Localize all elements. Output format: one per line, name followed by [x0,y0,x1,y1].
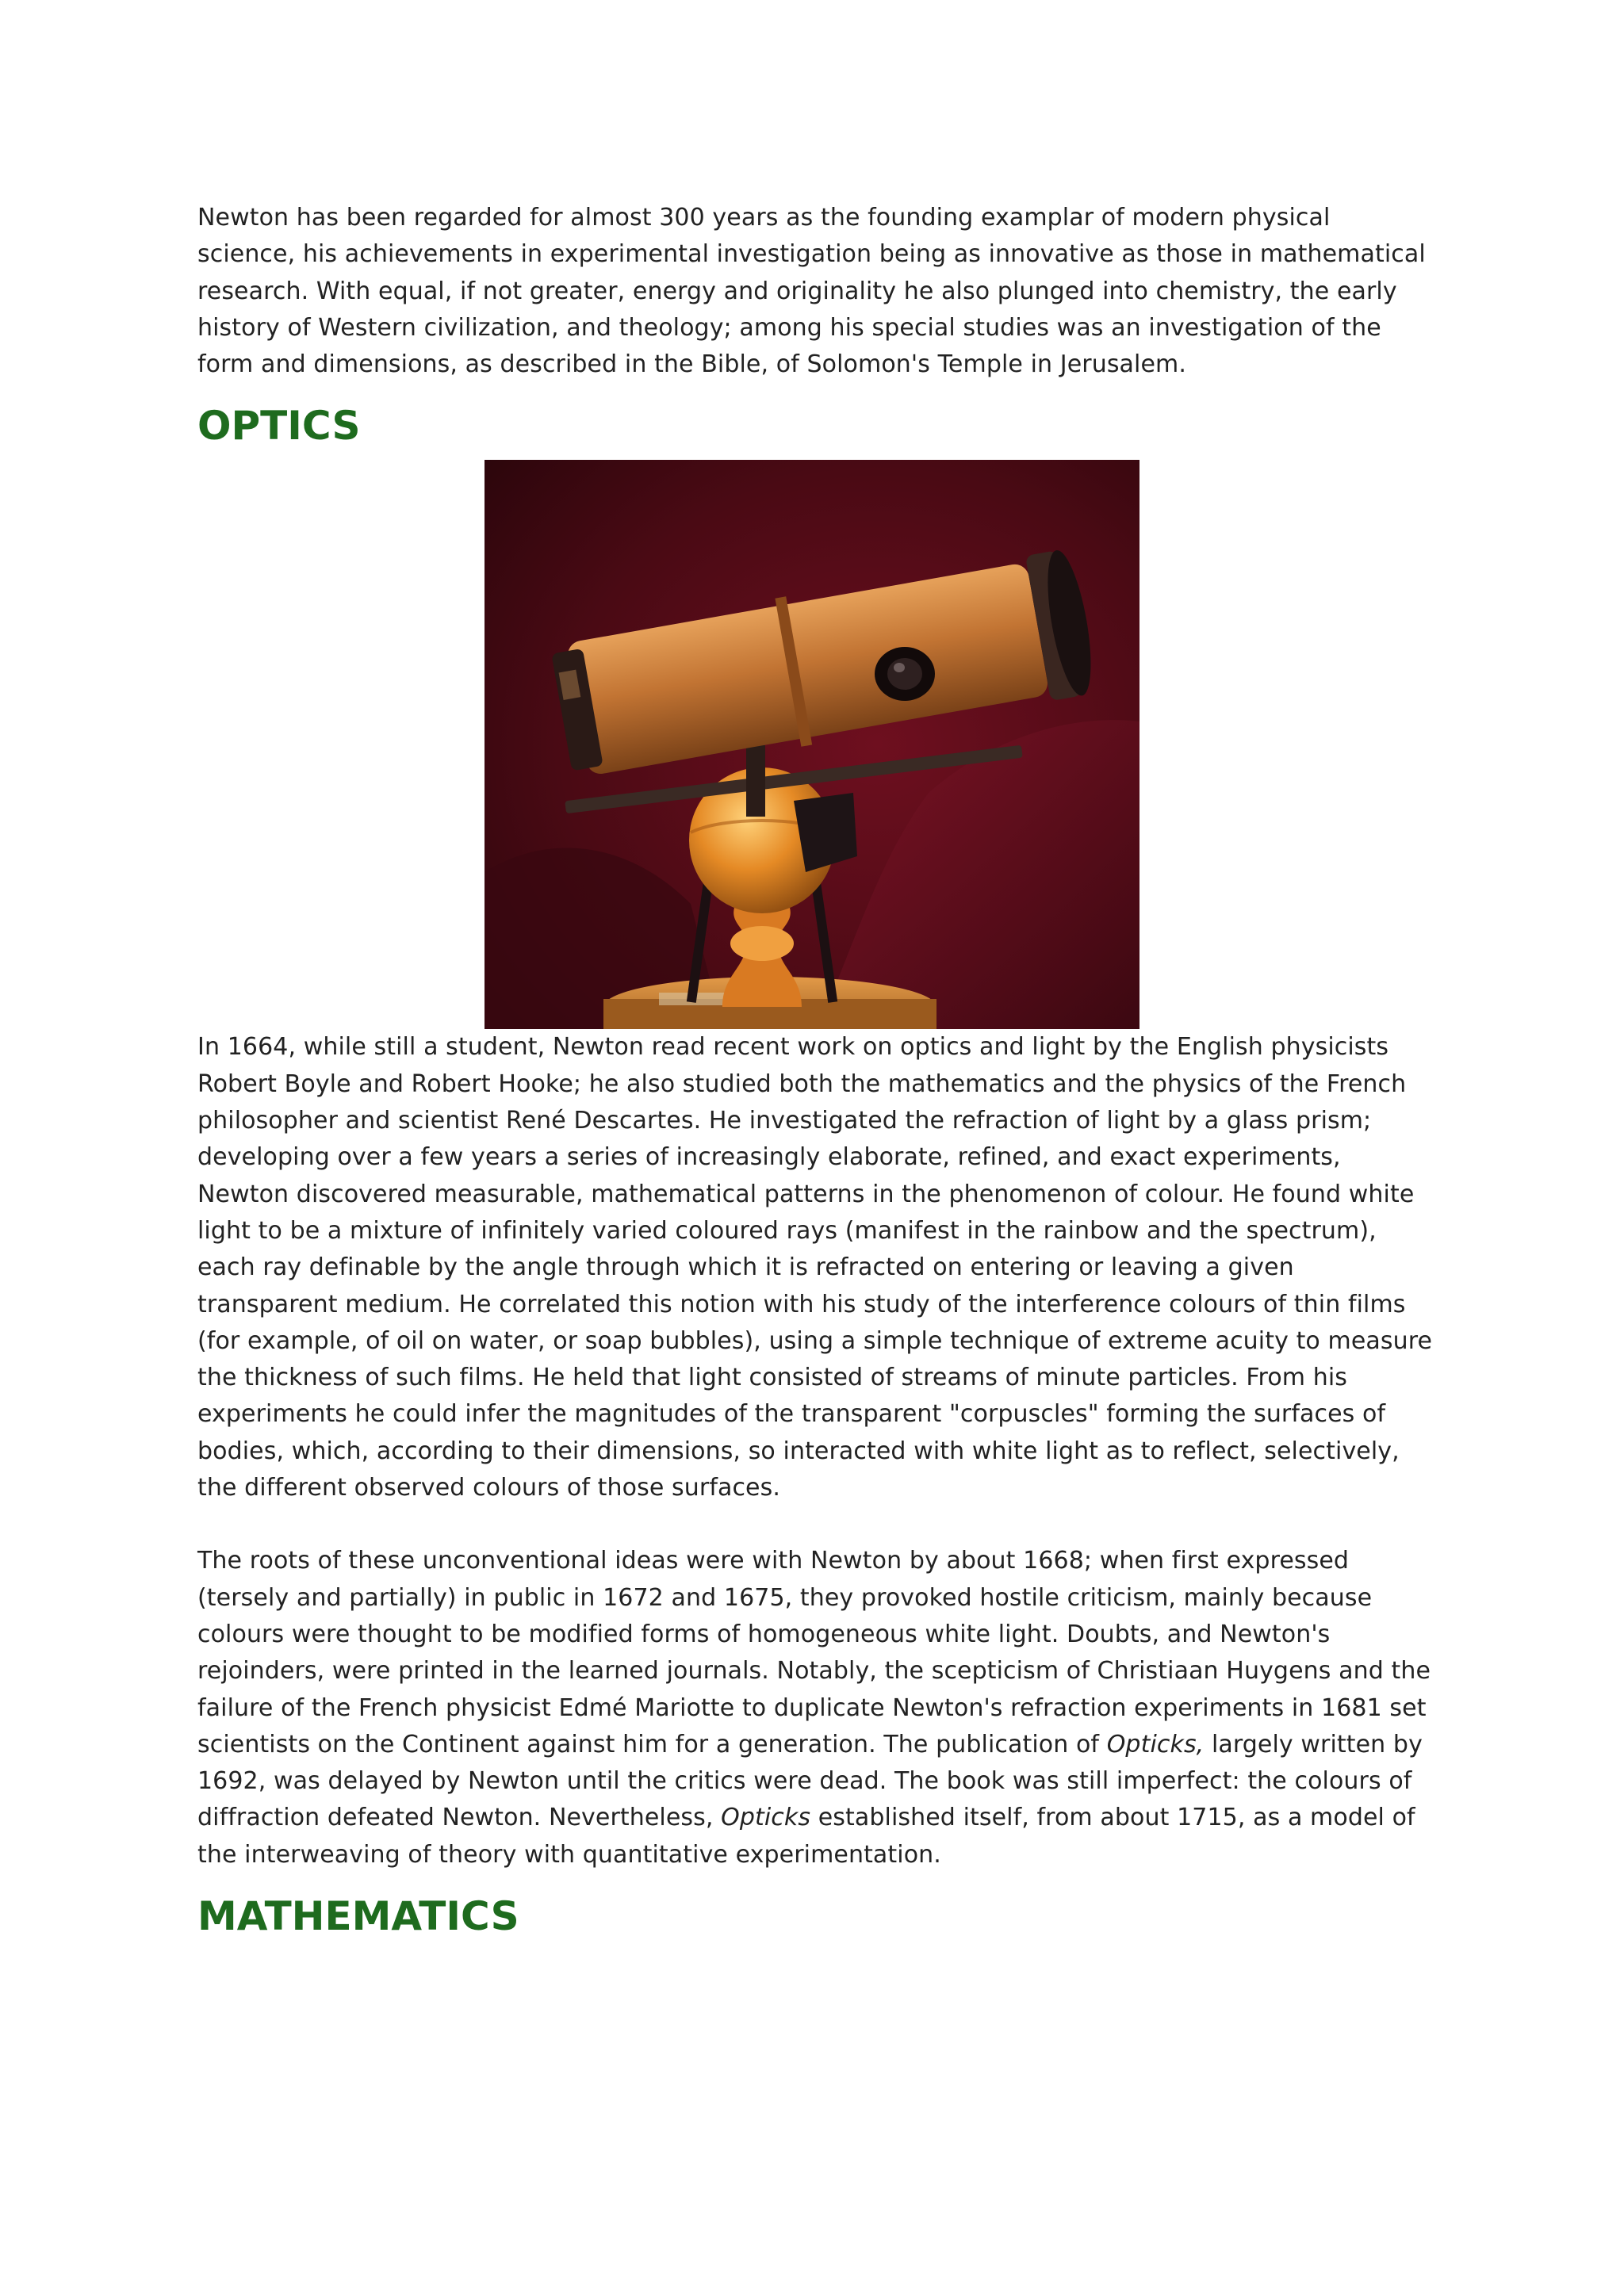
reflecting-telescope-image [485,460,1139,1029]
section-heading-mathematics: MATHEMATICS [197,1893,519,1940]
optics-paragraph-2-text-b: largely written by 1692, was delayed by Newton until the critics were dead. The book was still imperfect: the colours of diffraction defeated Newton. Nevertheless, [197,1730,1423,1832]
paragraph-gap [197,1506,1434,1543]
section-heading-optics: OPTICS [197,403,361,450]
intro-paragraph: Newton has been regarded for almost 300 years as the founding examplar of modern physical science, his achievements in experimental investigation being as innovative as those in mathematical research. With equal, if not greater, energy and originality he also plunged into chemistry, the early history of Western civilization, and theology; among his special studies was an investigation of the form and dimensions, as described in the Bible, of Solomon's Temple in Jerusalem. [197,204,1426,379]
opticks-title-1: Opticks, [1106,1730,1205,1758]
optics-paragraph-2-text-a: The roots of these unconventional ideas were with Newton by about 1668; when first expressed (tersely and partially) in public in 1672 and 1675, they provoked hostile criticism, mainly because colours were thought to be modified forms of homogeneous white light. Doubts, and Newton's rejoinders, were printed in the learned journals. Notably, the scepticism of Christiaan Huygens and the failure of the French physicist Edmé Mariotte to duplicate Newton's refraction experiments in 1681 set scientists on the Continent against him for a generation. The publication of [197,1547,1431,1758]
opticks-title-2: Opticks [721,1804,811,1832]
document-page [197,200,1434,1940]
optics-paragraph-2-text-c: established itself, from about 1715, as a model of the interweaving of theory with quantitative experimentation. [197,1804,1415,1869]
optics-paragraph-1: In 1664, while still a student, Newton read recent work on optics and light by the English physicists Robert Boyle and Robert Hooke; he also studied both the mathematics and the physics of the French philosopher and scientist René Descartes. He investigated the refraction of light by a glass prism; developing over a few years a series of increasingly elaborate, refined, and exact experiments, Newton discovered measurable, mathematical patterns in the phenomenon of colour. He found white light to be a mixture of infinitely varied coloured rays (manifest in the rainbow and the spectrum), each ray definable by the angle through which it is refracted on entering or leaving a given transparent medium. He correlated this notion with his study of the interference colours of thin films (for example, of oil on water, or soap bubbles), using a simple technique of extreme acuity to measure the thickness of such films. He held that light consisted of streams of minute particles. From his experiments he could infer the magnitudes of the transparent "corpuscles" forming the surfaces of bodies, which, according to their dimensions, so interacted with white light as to reflect, selectively, the different observed colours of those surfaces. [197,1033,1433,1502]
telescope-photo [485,460,1139,1029]
optics-paragraph-2 [197,1543,1434,1873]
